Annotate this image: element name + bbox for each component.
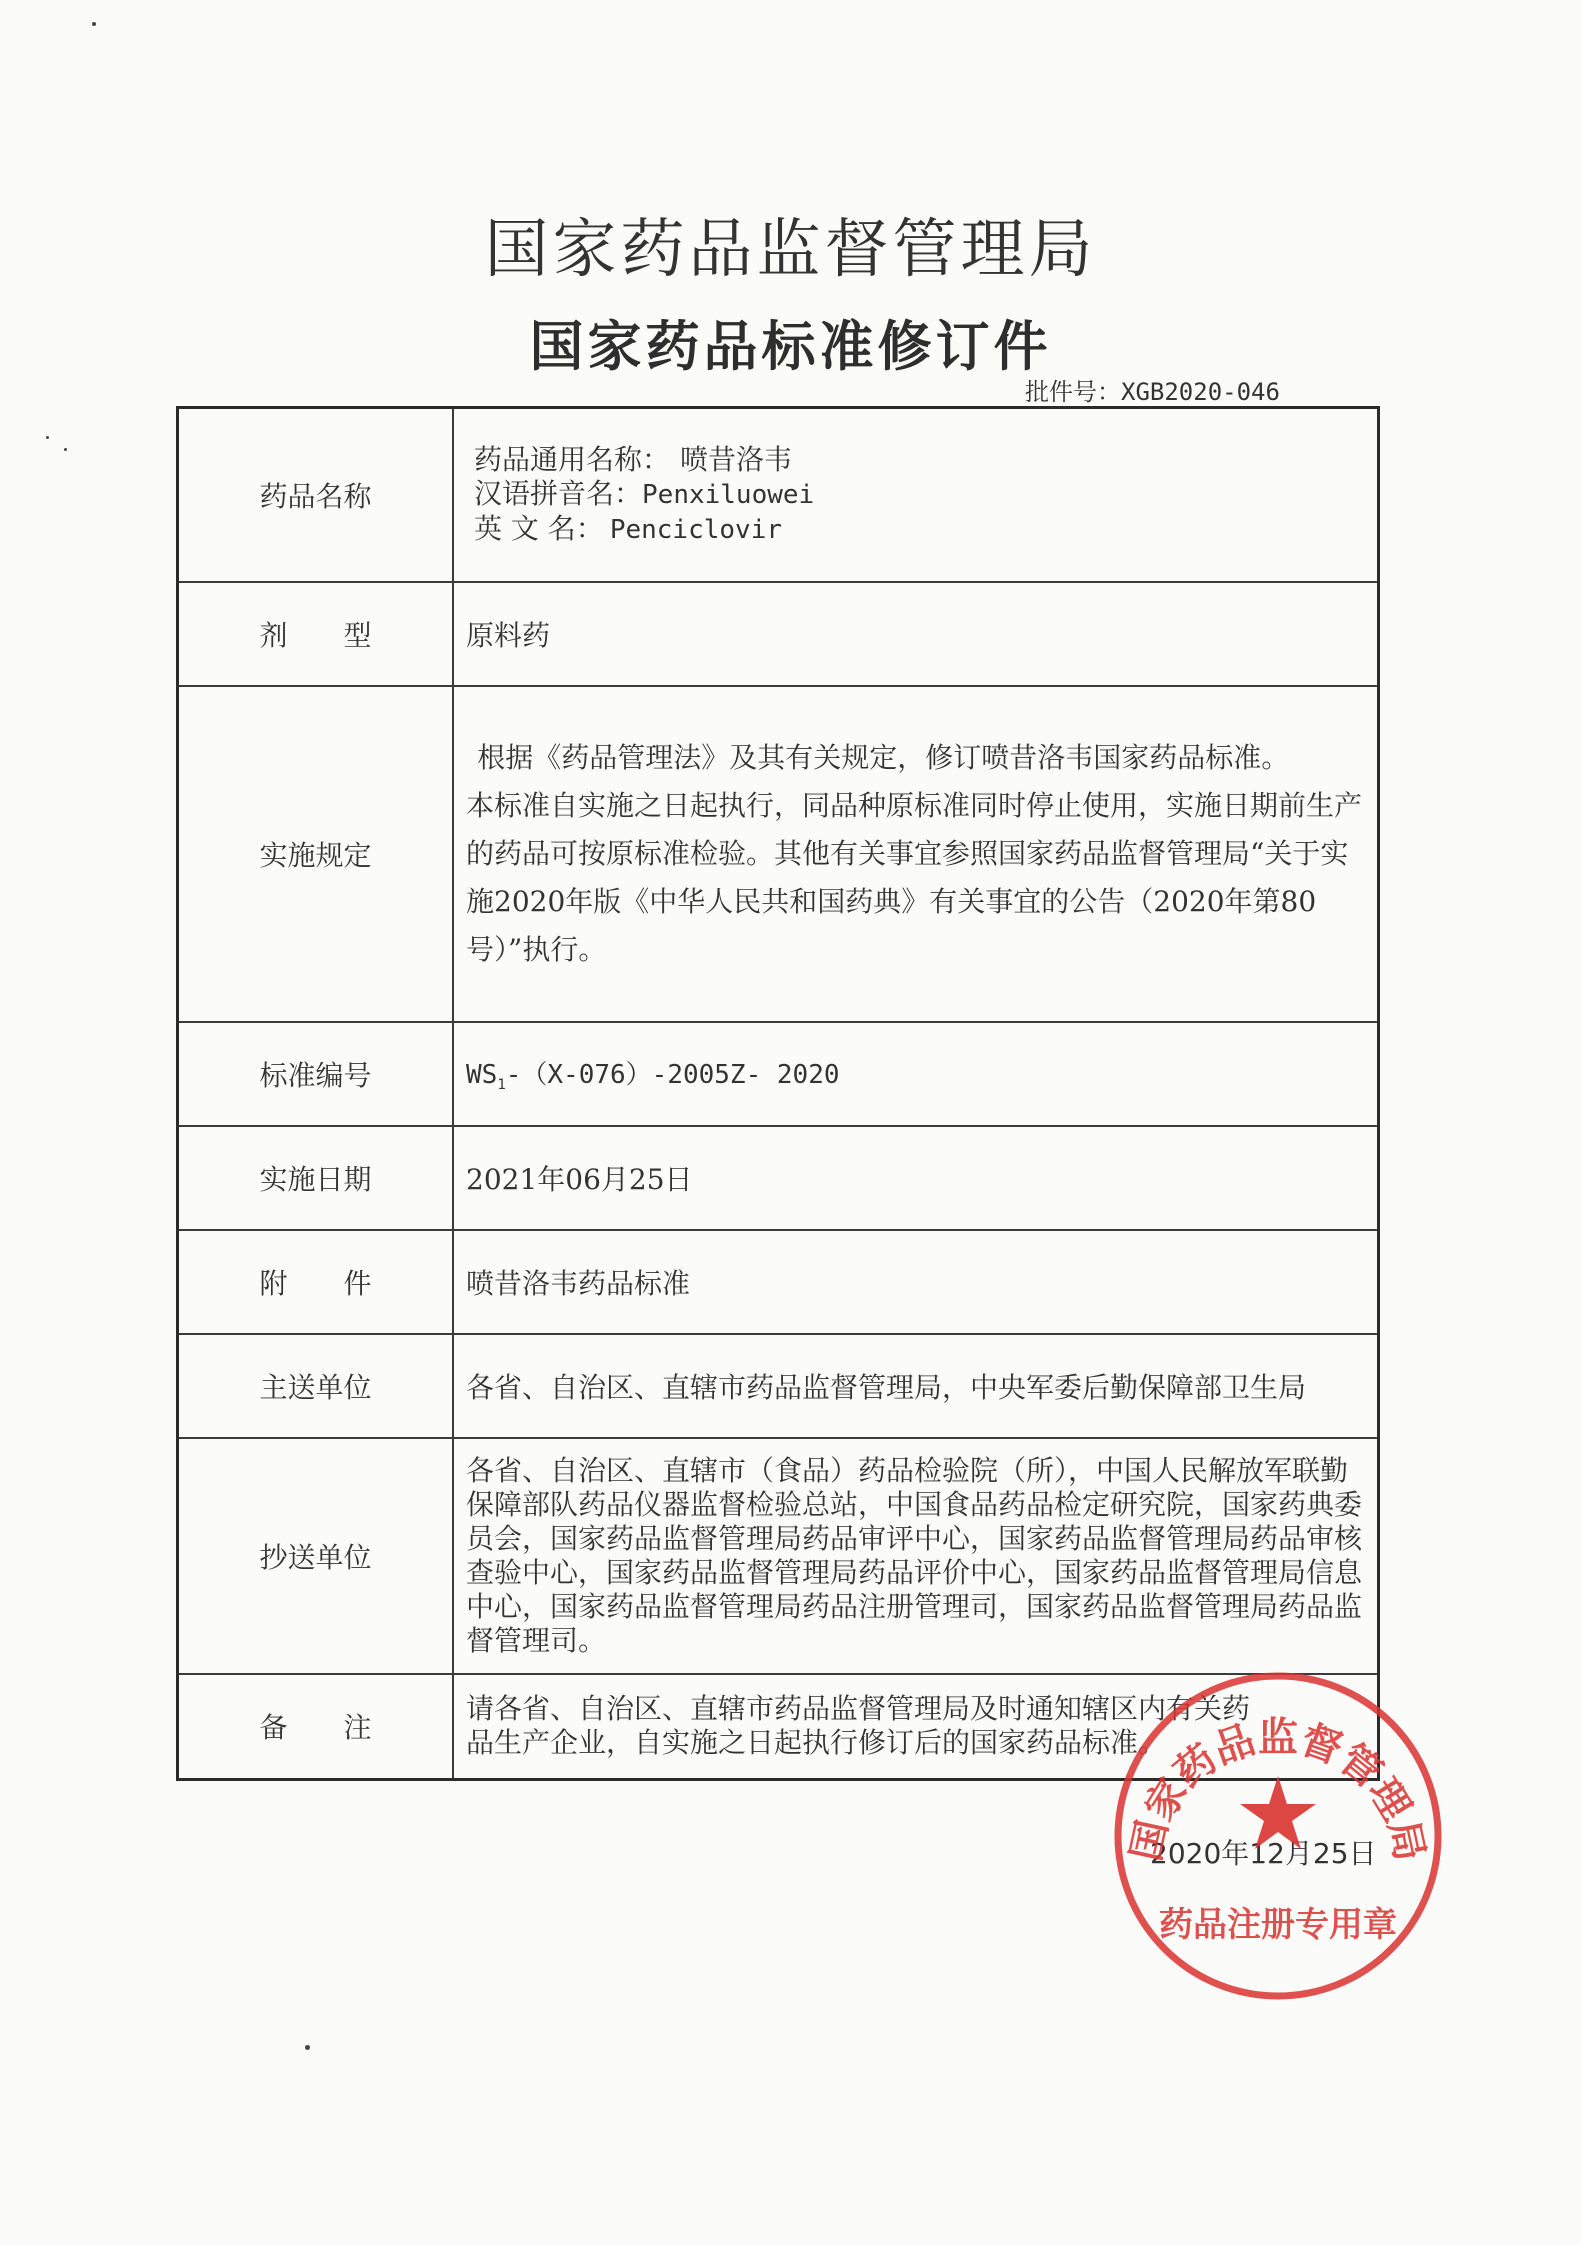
- scan-speck: [92, 22, 96, 26]
- seal-bottom-text: 药品注册专用章: [1159, 1905, 1397, 1945]
- issue-date: 2020年12月25日: [1150, 1837, 1377, 1870]
- value-standard-no: [453, 1022, 1379, 1126]
- pinyin-name-line: [466, 477, 1369, 512]
- standard-revision-table: [176, 406, 1380, 1781]
- agency-title: 国家药品监督管理局: [484, 213, 1097, 287]
- generic-name-label: 药品通用名称：: [474, 442, 671, 476]
- value-drug-name: [453, 408, 1379, 582]
- approval-number-value: XGB2020-046: [1121, 378, 1280, 406]
- label-dosage-form: 剂 型: [178, 582, 454, 686]
- scan-speck: [46, 436, 49, 439]
- approval-number: [1025, 372, 1280, 407]
- label-effective-date: 实施日期: [178, 1126, 454, 1230]
- pinyin-name-value: Penxiluowei: [642, 479, 815, 510]
- standard-no-subscript: 1: [497, 1077, 506, 1094]
- value-attachment: 喷昔洛韦药品标准: [453, 1230, 1379, 1334]
- generic-name-line: [466, 443, 1369, 477]
- pinyin-name-label: 汉语拼音名：: [474, 476, 643, 510]
- row-attachment: [178, 1230, 1379, 1334]
- label-cc-recipients: 抄送单位: [178, 1438, 454, 1674]
- row-standard-no: [178, 1022, 1379, 1126]
- generic-name-value: 喷昔洛韦: [680, 442, 793, 476]
- scan-speck: [64, 448, 67, 451]
- provisions-paragraph-2: 本标准自实施之日起执行，同品种原标准同时停止使用，实施日期前生产的药品可按原标准检验。其他有关事宜参照国家药品监督管理局“关于实施2020年版《中华人民共和国药典》有关事宜的公告（2020年第80号）”执行。: [466, 788, 1363, 966]
- official-seal: [1108, 1666, 1448, 2006]
- seal-star-icon: [1240, 1776, 1316, 1849]
- value-cc-recipients: [453, 1438, 1379, 1674]
- standard-no-rest: -（X-076）-2005Z- 2020: [505, 1059, 840, 1090]
- row-provisions: [178, 686, 1379, 1022]
- remarks-text: 请各省、自治区、直辖市药品监督管理局及时通知辖区内有关药品生产企业，自实施之日起执行修订后的国家药品标准。: [466, 1692, 1251, 1760]
- label-attachment: 附 件: [178, 1230, 454, 1334]
- label-standard-no: 标准编号: [178, 1022, 454, 1126]
- seal-ring-text: 国家药品监督管理局: [1123, 1714, 1433, 1866]
- english-name-label: 英 文 名：: [474, 511, 604, 545]
- value-effective-date: 2021年06月25日: [453, 1126, 1379, 1230]
- cc-recipients-text: 各省、自治区、直辖市（食品）药品检验院（所），中国人民解放军联勤保障部队药品仪器监督检验总站，中国食品药品检定研究院，国家药典委员会，国家药品监督管理局药品审评中心，国家药品监督管理局药品审核查验中心，国家药品监督管理局药品评价中心，国家药品监督管理局信息中心，国家药品监督管理局药品注册管理司，国家药品监督管理局药品监督管理司。: [466, 1453, 1363, 1657]
- row-cc-recipients: [178, 1438, 1379, 1674]
- english-name-line: [466, 512, 1369, 547]
- scan-speck: [305, 2045, 310, 2050]
- row-drug-name: [178, 408, 1379, 582]
- value-main-recipients: 各省、自治区、直辖市药品监督管理局，中央军委后勤保障部卫生局: [453, 1334, 1379, 1438]
- value-dosage-form: 原料药: [453, 582, 1379, 686]
- row-dosage-form: [178, 582, 1379, 686]
- document-title: 国家药品标准修订件: [529, 315, 1052, 378]
- label-remarks: 备 注: [178, 1674, 454, 1780]
- standard-no-prefix: WS: [466, 1059, 498, 1090]
- english-name-value: Penciclovir: [609, 514, 782, 545]
- approval-number-label: 批件号：: [1025, 378, 1121, 406]
- provisions-paragraph-1: 根据《药品管理法》及其有关规定，修订喷昔洛韦国家药品标准。: [477, 740, 1290, 774]
- label-provisions: 实施规定: [178, 686, 454, 1022]
- value-provisions: [453, 686, 1379, 1022]
- row-main-recipients: [178, 1334, 1379, 1438]
- row-effective-date: [178, 1126, 1379, 1230]
- label-main-recipients: 主送单位: [178, 1334, 454, 1438]
- label-drug-name: 药品名称: [178, 408, 454, 582]
